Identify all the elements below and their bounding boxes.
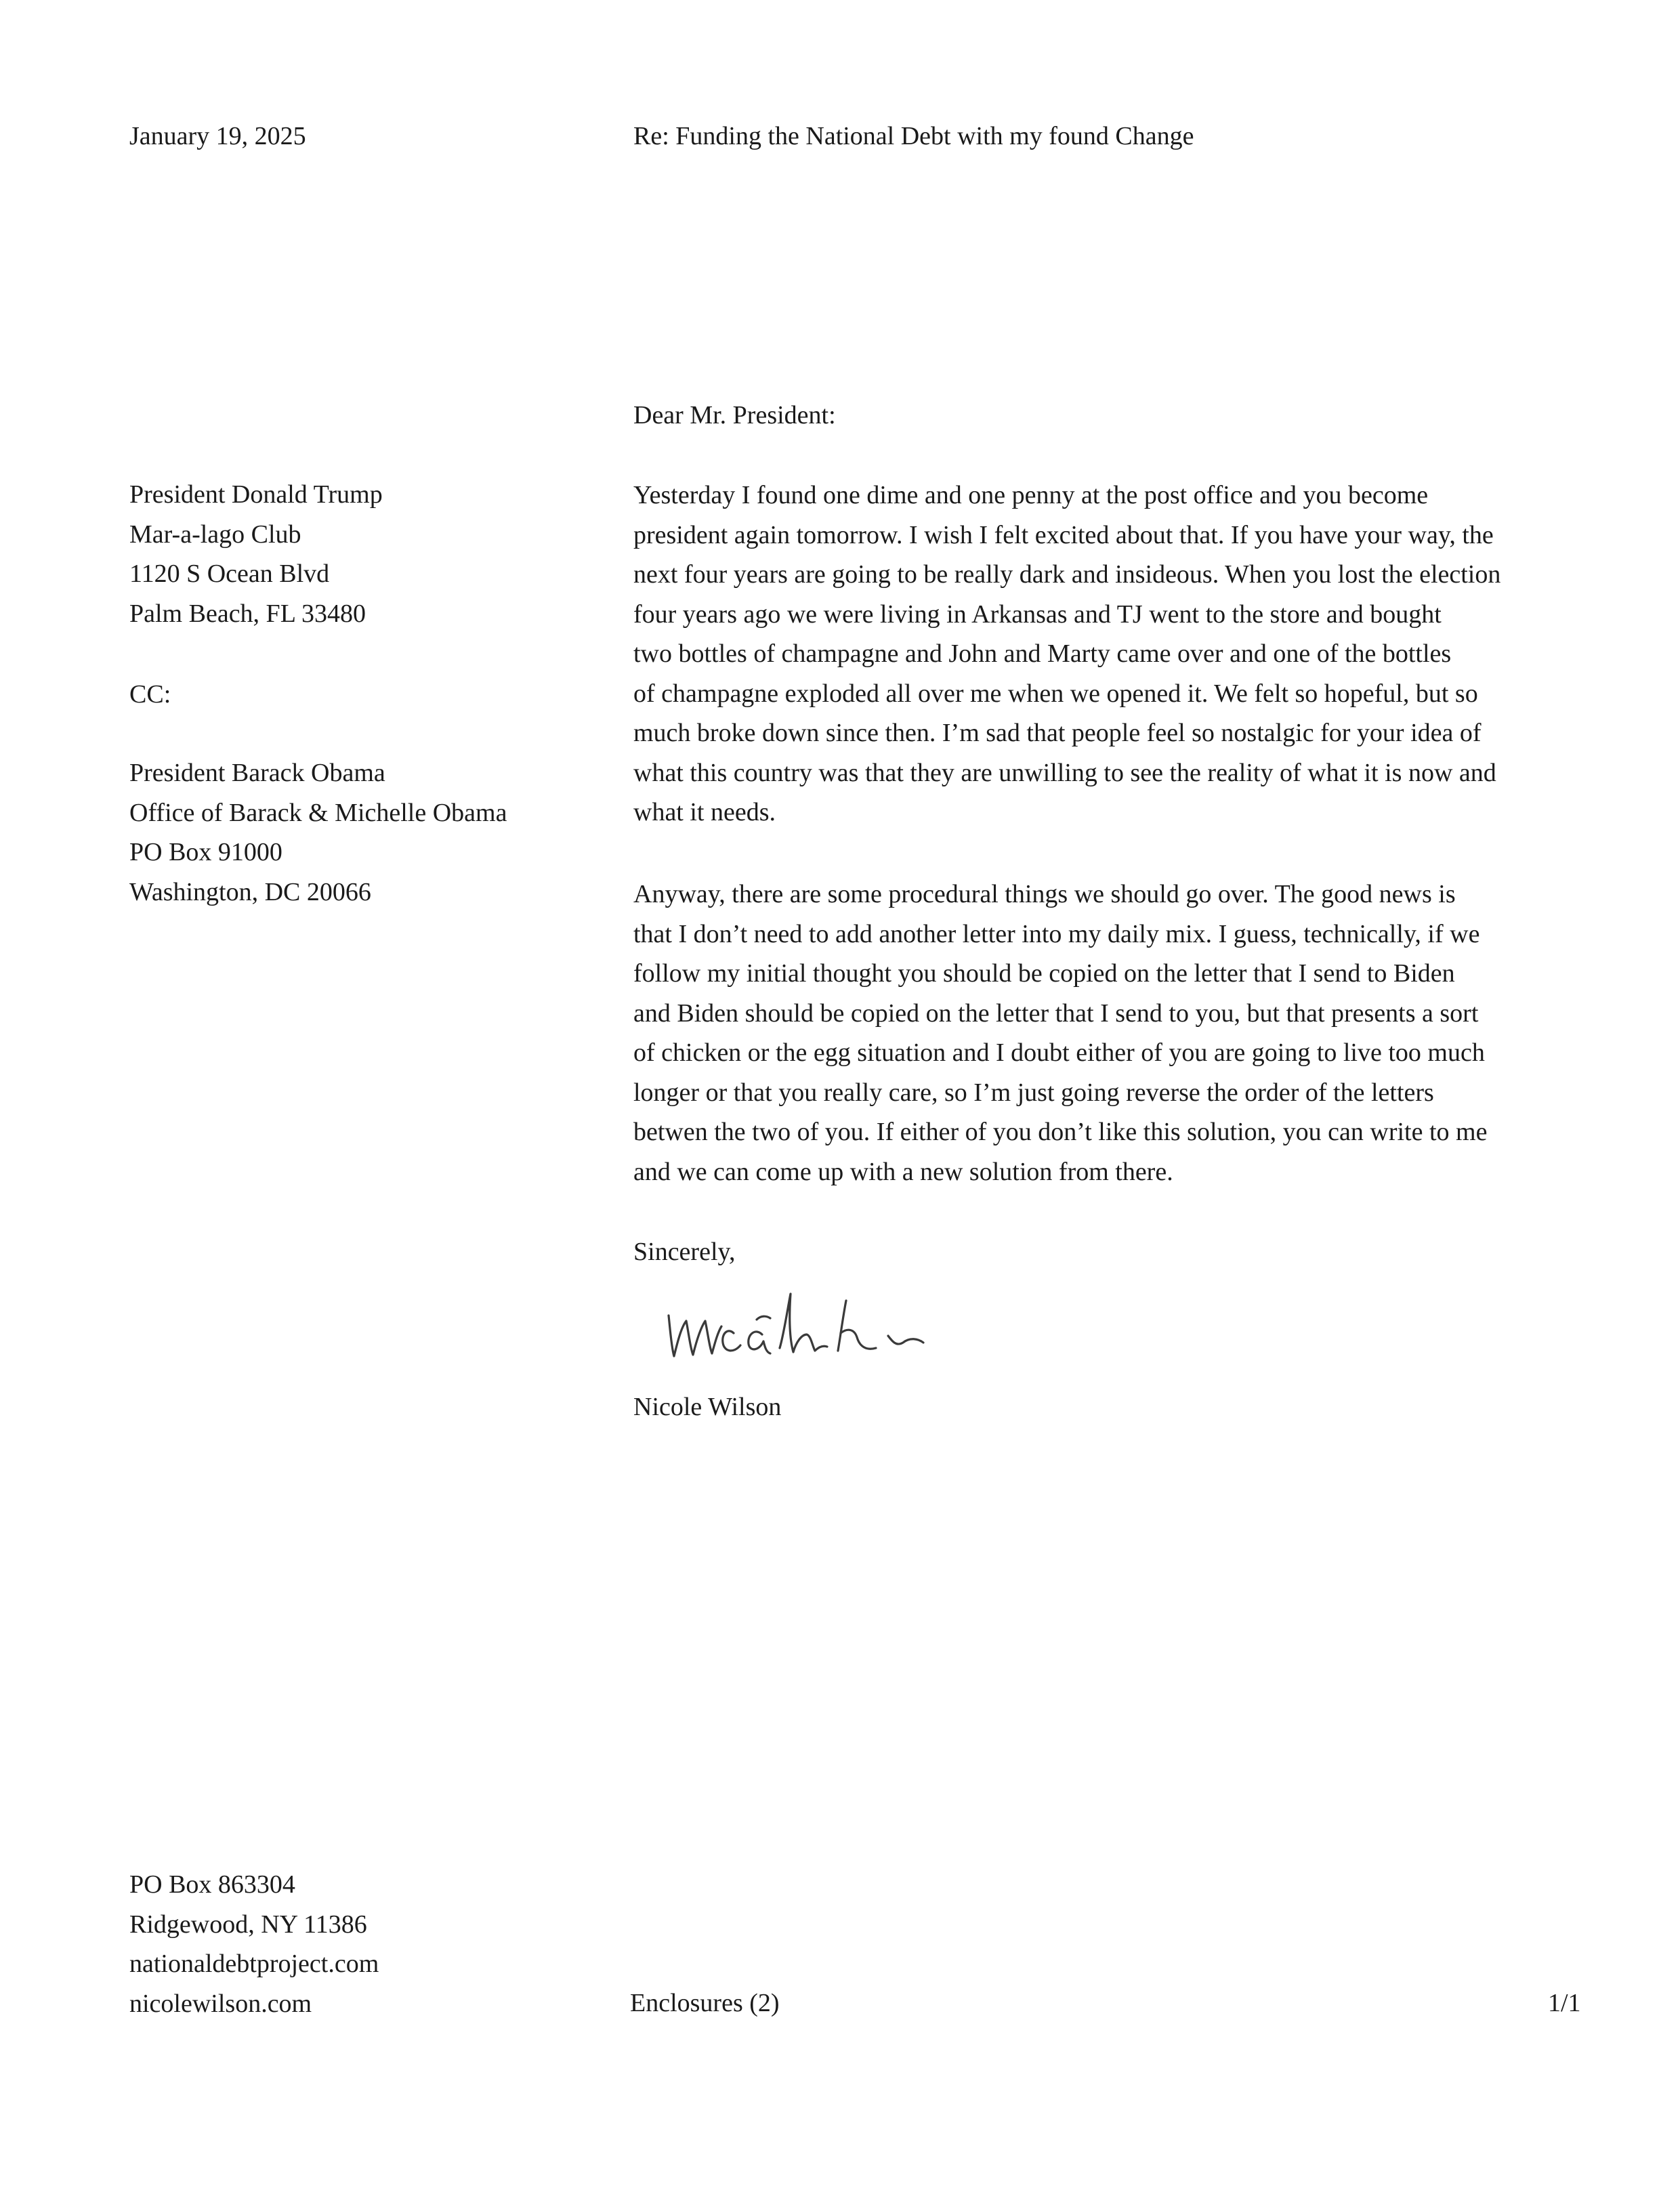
body-line: four years ago we were living in Arkansas and TJ went to the store and bought [633,599,1442,629]
cc-label: CC: [129,680,171,709]
recipient-line: Mar-a-lago Club [129,520,301,549]
body-line: that I don’t need to add another letter into my daily mix. I guess, technically, if we [633,919,1480,948]
body-line: much broke down since then. I’m sad that people feel so nostalgic for your idea of [633,719,1482,747]
body-line: Anyway, there are some procedural things we should go over. The good news is [633,880,1456,908]
body-line: president again tomorrow. I wish I felt excited about that. If you have your way, the [633,520,1494,549]
body-line: longer or that you really care, so I’m just going reverse the order of the letters [633,1078,1434,1107]
body-line: next four years are going to be really dark and insideous. When you lost the election [633,560,1501,589]
recipient-line: 1120 S Ocean Blvd [129,560,330,588]
cc-line: Office of Barack & Michelle Obama [129,798,507,827]
sender-address [129,1865,379,2023]
body-paragraph-1 [633,476,1500,833]
body-line: what this country was that they are unwilling to see the reality of what it is now and [633,758,1496,787]
body-line: of champagne exploded all over me when we opened it. We felt so hopeful, but so [633,679,1478,708]
cc-address [129,753,507,912]
sender-website-link: nicolewilson.com [129,1989,312,2018]
letter-subject: Re: Funding the National Debt with my found Change [633,122,1194,150]
body-line: and Biden should be copied on the letter that I send to you, but that presents a sort [633,998,1479,1028]
body-line: Yesterday I found one dime and one penny at the post office and you become [633,481,1429,509]
recipient-line: Palm Beach, FL 33480 [129,599,366,628]
signer-name: Nicole Wilson [633,1393,782,1421]
body-line: and we can come up with a new solution from there. [633,1157,1173,1186]
body-line: what it needs. [633,798,776,826]
body-line: betwen the two of you. If either of you don’t like this solution, you can write to me [633,1118,1488,1146]
sender-line: Ridgewood, NY 11386 [129,1910,367,1939]
body-line: of chicken or the egg situation and I doubt either of you are going to live too much [633,1038,1485,1067]
enclosures-note: Enclosures (2) [630,1989,780,2017]
sender-website-link: nationaldebtproject.com [129,1950,379,1978]
body-line: follow my initial thought you should be copied on the letter that I send to Biden [633,959,1455,988]
cc-line: President Barack Obama [129,759,385,787]
body-line: two bottles of champagne and John and Marty came over and one of the bottles [633,639,1452,668]
closing: Sincerely, [633,1238,736,1266]
sender-line: PO Box 863304 [129,1870,295,1899]
page-number: 1/1 [1548,1989,1581,2017]
handwritten-signature-icon [660,1280,979,1375]
recipient-address [129,475,383,633]
recipient-line: President Donald Trump [129,480,383,509]
letter-date: January 19, 2025 [129,122,306,150]
cc-line: Washington, DC 20066 [129,877,371,906]
cc-line: PO Box 91000 [129,838,282,866]
body-paragraph-2 [633,875,1487,1192]
salutation: Dear Mr. President: [633,401,836,429]
